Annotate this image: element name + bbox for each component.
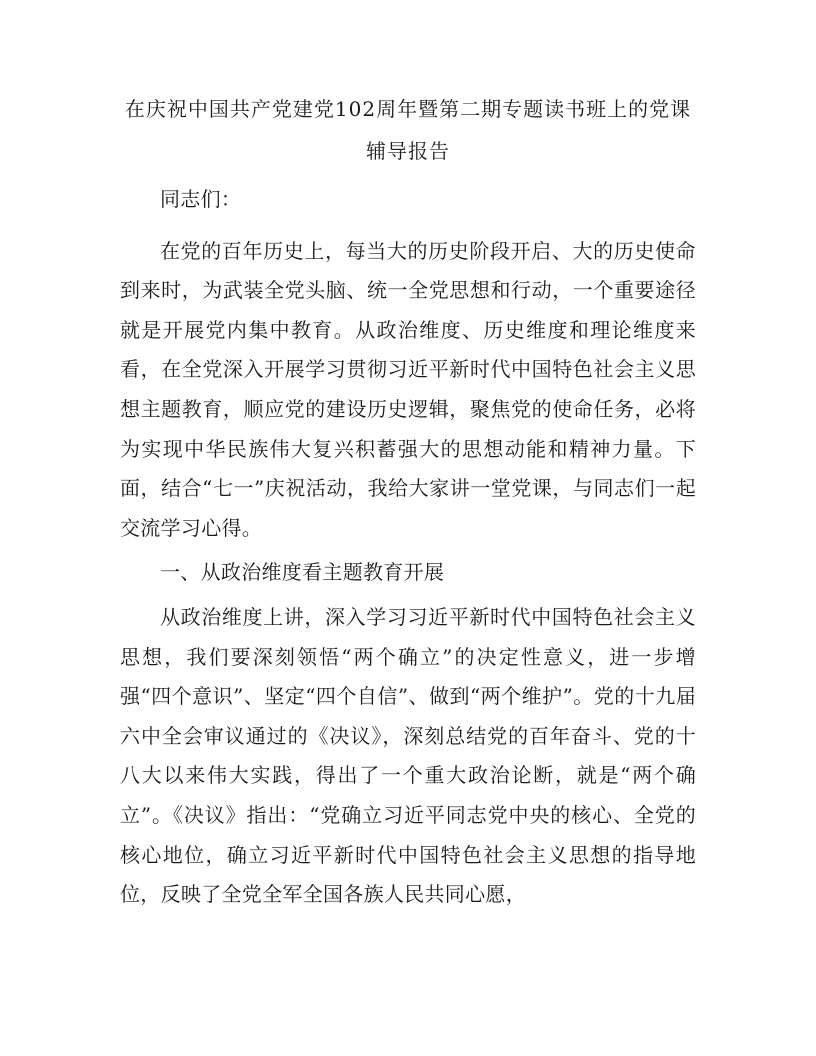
paragraph-intro: 在党的百年历史上，每当大的历史阶段开启、大的历史使命到来时，为武装全党头脑、统一全党思想和行动，一个重要途径就是开展党内集中教育。从政治维度、历史维度和理论维度来看，在全党深入开展学习贯彻习近平新时代中国特色社会主义思想主题教育，顺应党的建设历史逻辑，聚焦党的使命任务，必将为实现中华民族伟大复兴积蓄强大的思想动能和精神力量。下面，结合“七一”庆祝活动，我给大家讲一堂党课，与同志们一起交流学习心得。	[120, 238, 696, 540]
title-line-2: 辅导报告	[366, 139, 450, 163]
greeting: 同志们：	[160, 187, 242, 211]
title-line-1: 在庆祝中国共产党建党102周年暨第二期专题读书班上的党课	[124, 97, 692, 121]
paragraph-political-dimension: 从政治维度上讲，深入学习习近平新时代中国特色社会主义思想，我们要深刻领悟“两个确立”的决定性意义，进一步增强“四个意识”、坚定“四个自信”、做到“两个维护”。党的十九届六中全会审议通过的《决议》，深刻总结党的百年奋斗、党的十八大以来伟大实践，得出了一个重大政治论断，就是“两个确立”。《决议》指出：“党确立习近平同志党中央的核心、全党的核心地位，确立习近平新时代中国特色社会主义思想的指导地位，反映了全党全军全国各族人民共同心愿，	[120, 604, 696, 907]
document-title	[120, 88, 696, 172]
document-page	[120, 88, 696, 915]
section-heading-1: 一、从政治维度看主题教育开展	[160, 560, 445, 585]
